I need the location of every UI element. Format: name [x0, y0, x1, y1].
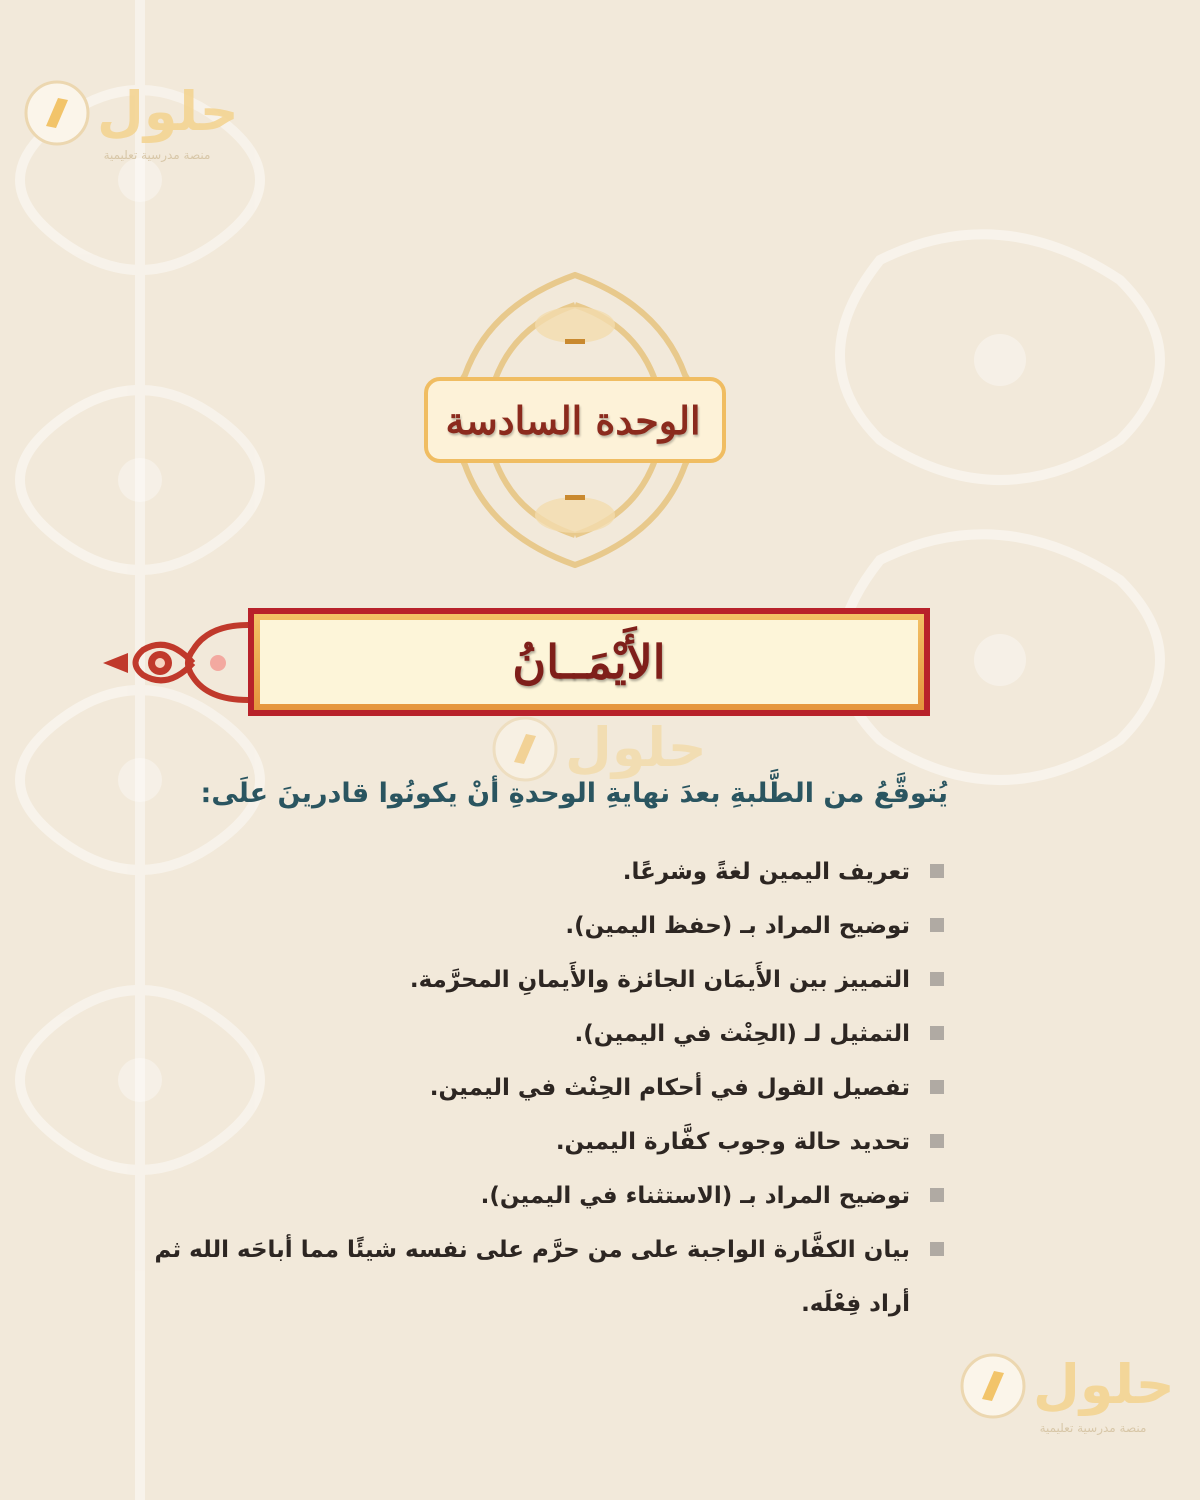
- banner-ornament-icon: [98, 605, 268, 720]
- objective-text: توضيح المراد بـ (الاستثناء في اليمين).: [480, 1183, 910, 1209]
- logo-tagline: منصة مدرسية تعليمية: [103, 148, 211, 162]
- objectives-list: [140, 845, 948, 1331]
- lesson-banner: [248, 608, 930, 716]
- square-bullet-icon: [930, 1080, 944, 1094]
- objective-text: تفصيل القول في أحكام الحِنْث في اليمين.: [429, 1075, 910, 1101]
- objective-item: [140, 845, 948, 899]
- objective-item: [140, 953, 948, 1007]
- square-bullet-icon: [930, 972, 944, 986]
- objective-text: التمثيل لـ (الحِنْث في اليمين).: [574, 1021, 910, 1047]
- logo-badge-icon: [958, 1351, 1028, 1421]
- lesson-title: الأَيْمَــانُ: [512, 635, 666, 689]
- objective-item: [140, 1007, 948, 1061]
- objective-text: تحديد حالة وجوب كفَّارة اليمين.: [555, 1129, 910, 1155]
- objective-item: [140, 899, 948, 953]
- square-bullet-icon: [930, 864, 944, 878]
- objective-text: بيان الكفَّارة الواجبة على من حرَّم على نفسه شيئًا مما أباحَه الله ثم أراد فِعْلَه.: [154, 1237, 910, 1317]
- objective-text: توضيح المراد بـ (حفظ اليمين).: [565, 913, 910, 939]
- lesson-banner-inner: [260, 620, 918, 704]
- square-bullet-icon: [930, 1026, 944, 1040]
- logo-wordmark: حلول: [565, 716, 707, 779]
- logo-wordmark: حلول: [97, 80, 239, 143]
- objective-item: [140, 1115, 948, 1169]
- square-bullet-icon: [930, 1242, 944, 1256]
- objective-item: [140, 1223, 948, 1331]
- logo-badge-icon: [22, 78, 92, 148]
- objective-item: [140, 1061, 948, 1115]
- watermark-logo-bottom: [958, 1345, 1188, 1455]
- square-bullet-icon: [930, 1188, 944, 1202]
- logo-tagline: منصة مدرسية تعليمية: [1039, 1421, 1147, 1435]
- logo-badge-icon: [490, 714, 560, 784]
- square-bullet-icon: [930, 1134, 944, 1148]
- logo-wordmark: حلول: [1033, 1353, 1175, 1416]
- objective-text: التمييز بين الأَيمَان الجائزة والأَيمانِ المحرَّمة.: [409, 967, 910, 993]
- watermark-logo-top: [22, 72, 252, 182]
- objective-text: تعريف اليمين لغةً وشرعًا.: [622, 859, 910, 885]
- objectives-intro: يُتوقَّعُ من الطَّلبةِ بعدَ نهايةِ الوحدةِ أنْ يكونُوا قادرينَ علَى:: [200, 778, 948, 809]
- objective-item: [140, 1169, 948, 1223]
- unit-title: الوحدة السادسة: [445, 397, 701, 443]
- square-bullet-icon: [930, 918, 944, 932]
